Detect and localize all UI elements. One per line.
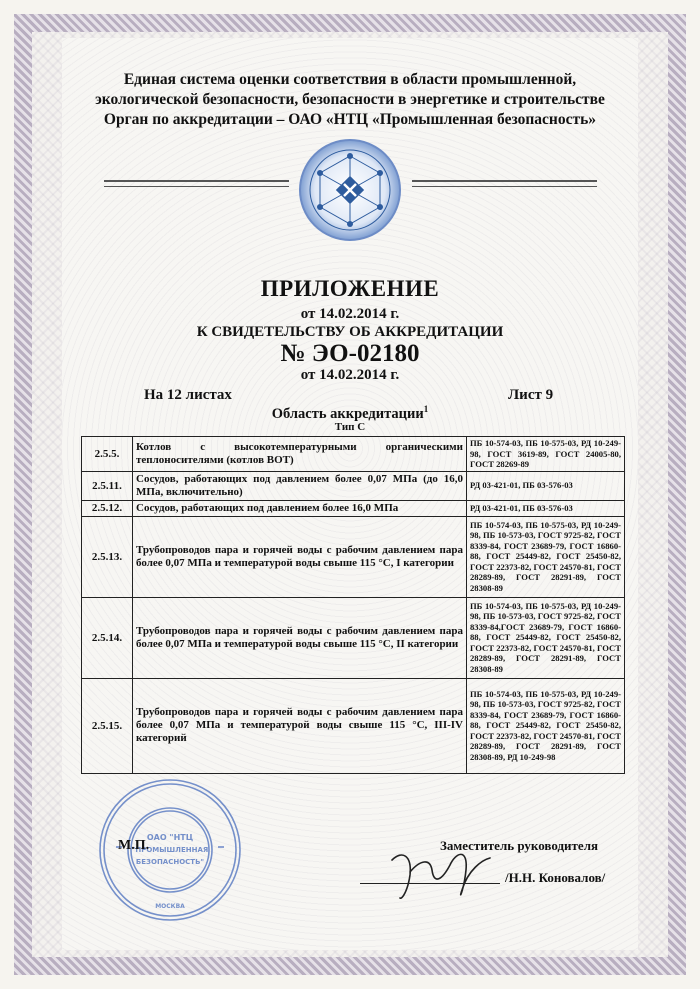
table-row [82,597,625,678]
scope-title [0,404,700,423]
issuer-header [70,70,630,130]
signer-position: Заместитель руководителя [440,838,599,853]
appendix-date: от 14.02.2014 г. [300,306,400,322]
table-row [82,678,625,773]
row-number: 2.5.14. [82,597,133,678]
table-row [82,437,625,472]
header-line-2: экологической безопасности, безопасности в энергетике и строительстве [95,91,605,108]
sheet-count: На 12 листах [144,387,232,403]
row-description: Сосудов, работающих под давлением более 0,07 МПа (до 16,0 МПа, включительно) [133,471,467,500]
row-description: Котлов с высокотемпературными органическими теплоносителями (котлов ВОТ) [133,437,467,472]
certificate-number: № ЭО-02180 [280,340,420,367]
stamp-org-text: ОАО "НТЦ [146,833,194,842]
row-norms: ПБ 10-574-03, ПБ 10-575-03, РД 10-249-98, ПБ 10-573-03, ГОСТ 9725-82, ГОСТ 8339-84, ГОСТ 23689-79, ГОСТ 16860-88, ГОСТ 25449-82, ГОСТ 25450-82, ГОСТ 22373-82, ГОСТ 24570-81, ГОСТ 28289-89, ГОСТ 28291-89, ГОСТ 28308-89, РД 10-249-98 [467,678,625,773]
row-description: Трубопроводов пара и горячей воды с рабочим давлением пара более 0,07 МПа и температурой воды свыше 115 °С, II категории [133,597,467,678]
row-norms: РД 03-421-01, ПБ 03-576-03 [467,471,625,500]
certificate-reference: К СВИДЕТЕЛЬСТВУ ОБ АККРЕДИТАЦИИ [196,324,504,340]
row-number: 2.5.5. [82,437,133,472]
signature-line [360,883,500,884]
scope-type: Тип С [334,421,366,433]
header-line-1: Единая система оценки соответствия в области промышленной, [123,71,577,88]
row-description: Трубопроводов пара и горячей воды с рабочим давлением пара более 0,07 МПа и температурой воды свыше 115 °С, III-IV категорий [133,678,467,773]
table-row [82,516,625,597]
header-rule-left [104,180,289,187]
stamp-name-text-2: БЕЗОПАСНОСТЬ" [135,858,205,866]
stamp-city-text: МОСКВА [155,903,185,910]
emblem-logo [298,138,402,242]
row-norms: РД 03-421-01, ПБ 03-576-03 [467,500,625,516]
document-title: ПРИЛОЖЕНИЕ [260,276,440,301]
row-norms: ПБ 10-574-03, ПБ 10-575-03, РД 10-249-98, ПБ 10-573-03, ГОСТ 9725-82, ГОСТ 8339-84,ГОСТ 23689-79, ГОСТ 16860-88, ГОСТ 25449-82, ГОСТ 25450-82, ГОСТ 22373-82, ГОСТ 24570-81, ГОСТ 28289-89, ГОСТ 28291-89, ГОСТ 28308-89 [467,597,625,678]
table-row [82,500,625,516]
row-description: Сосудов, работающих под давлением более 16,0 МПа [133,500,467,516]
stamp-name-text: "ПРОМЫШЛЕННАЯ [131,846,209,854]
header-rule-right [412,180,597,187]
row-number: 2.5.13. [82,516,133,597]
scope-footnote-mark: 1 [423,404,429,414]
scope-title-text: Область аккредитации [271,405,424,422]
certificate-date: от 14.02.2014 г. [300,367,400,383]
row-number: 2.5.11. [82,471,133,500]
signer-name: /Н.Н. Коновалов/ [505,870,606,885]
row-description: Трубопроводов пара и горячей воды с рабочим давлением пара более 0,07 МПа и температурой воды свыше 115 °С, I категории [133,516,467,597]
seal-place-label: М.П. [118,838,150,853]
row-number: 2.5.15. [82,678,133,773]
handwritten-signature [372,830,522,910]
row-norms: ПБ 10-574-03, ПБ 10-575-03, РД 10-249-98, ПБ 10-573-03, ГОСТ 9725-82, ГОСТ 8339-84, ГОСТ 23689-79, ГОСТ 16860-88, ГОСТ 25449-82, ГОСТ 25450-82, ГОСТ 22373-82, ГОСТ 24570-81, ГОСТ 28289-89, ГОСТ 28291-89, ГОСТ 28308-89 [467,516,625,597]
table-row [82,471,625,500]
row-number: 2.5.12. [82,500,133,516]
header-line-3: Орган по аккредитации – ОАО «НТЦ «Промышленная безопасность» [103,111,597,128]
row-norms: ПБ 10-574-03, ПБ 10-575-03, РД 10-249-98, ГОСТ 3619-89, ГОСТ 24005-80, ГОСТ 28269-89 [467,437,625,472]
scope-table [81,436,625,774]
sheet-number: Лист 9 [508,387,554,403]
